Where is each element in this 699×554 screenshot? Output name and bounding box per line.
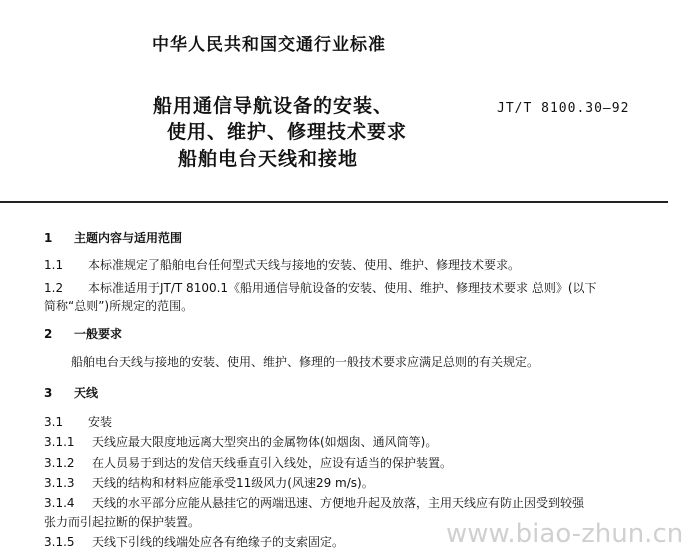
section-number: 1 (44, 231, 53, 245)
paragraph-number: 1.1 (44, 258, 64, 272)
doc-title-line-2: 使用、维护、修理技术要求 (167, 121, 408, 143)
paragraph-number: 3.1.1 (44, 435, 75, 449)
section-2-heading (44, 325, 122, 342)
section-title: 天线 (74, 386, 99, 400)
paragraph-text: 天线的结构和材料应能承受11级风力(风速29 m/s)。 (92, 476, 374, 490)
paragraph-3-1-5 (44, 533, 344, 550)
watermark: www.biao-zhun.cn (446, 519, 684, 549)
paragraph-number: 3.1.2 (44, 456, 75, 470)
doc-title-line-1: 船用通信导航设备的安装、 (153, 95, 394, 117)
section-2-text: 船舶电台天线与接地的安装、使用、维护、修理的一般技术要求应满足总则的有关规定。 (71, 355, 540, 369)
paragraph-number: 1.2 (44, 281, 64, 295)
paragraph-number: 3.1.4 (44, 496, 75, 510)
paragraph-3-1-2 (44, 454, 452, 471)
paragraph-text: 本标准适用于JT/T 8100.1《船用通信导航设备的安装、使用、维护、修理技术要求 总则》(以下 (88, 281, 597, 295)
paragraph-3-1-3 (44, 474, 374, 491)
paragraph-text: 天线下引线的线端处应各有绝缘子的支索固定。 (92, 535, 345, 549)
standard-code: JT/T 8100.30—92 (497, 101, 630, 116)
section-number: 2 (44, 327, 53, 341)
doc-title-line-3: 船舶电台天线和接地 (178, 148, 359, 170)
section-3-heading (44, 384, 98, 401)
paragraph-3-1-1 (44, 433, 437, 450)
paragraph-1-1 (44, 256, 520, 273)
section-number: 3 (44, 386, 53, 400)
section-title: 主题内容与适用范围 (74, 231, 183, 245)
section-1-heading (44, 229, 182, 246)
paragraph-3-1 (44, 413, 112, 430)
paragraph-number: 3.1 (44, 415, 64, 429)
paragraph-text: 安装 (88, 415, 113, 429)
paragraph-3-1-4 (44, 494, 584, 511)
paragraph-text: 在人员易于到达的发信天线垂直引入线处，应设有适当的保护装置。 (92, 456, 453, 470)
paragraph-text: 本标准规定了船舶电台任何型式天线与接地的安装、使用、维护、修理技术要求。 (88, 258, 521, 272)
header-title: 中华人民共和国交通行业标准 (152, 35, 386, 55)
paragraph-text: 天线的水平部分应能从悬挂它的两端迅速、方便地升起及放落，主用天线应有防止因受到较强 (92, 496, 585, 510)
paragraph-1-2 (44, 279, 597, 296)
paragraph-number: 3.1.5 (44, 535, 75, 549)
header-divider (0, 201, 668, 203)
paragraph-1-2-continuation: 简称“总则”)所规定的范围。 (44, 299, 194, 313)
paragraph-number: 3.1.3 (44, 476, 75, 490)
paragraph-text: 天线应最大限度地远离大型突出的金属物体(如烟囱、通风筒等)。 (92, 435, 438, 449)
paragraph-3-1-4-continuation: 张力而引起拉断的保护装置。 (44, 515, 201, 529)
section-title: 一般要求 (74, 327, 123, 341)
